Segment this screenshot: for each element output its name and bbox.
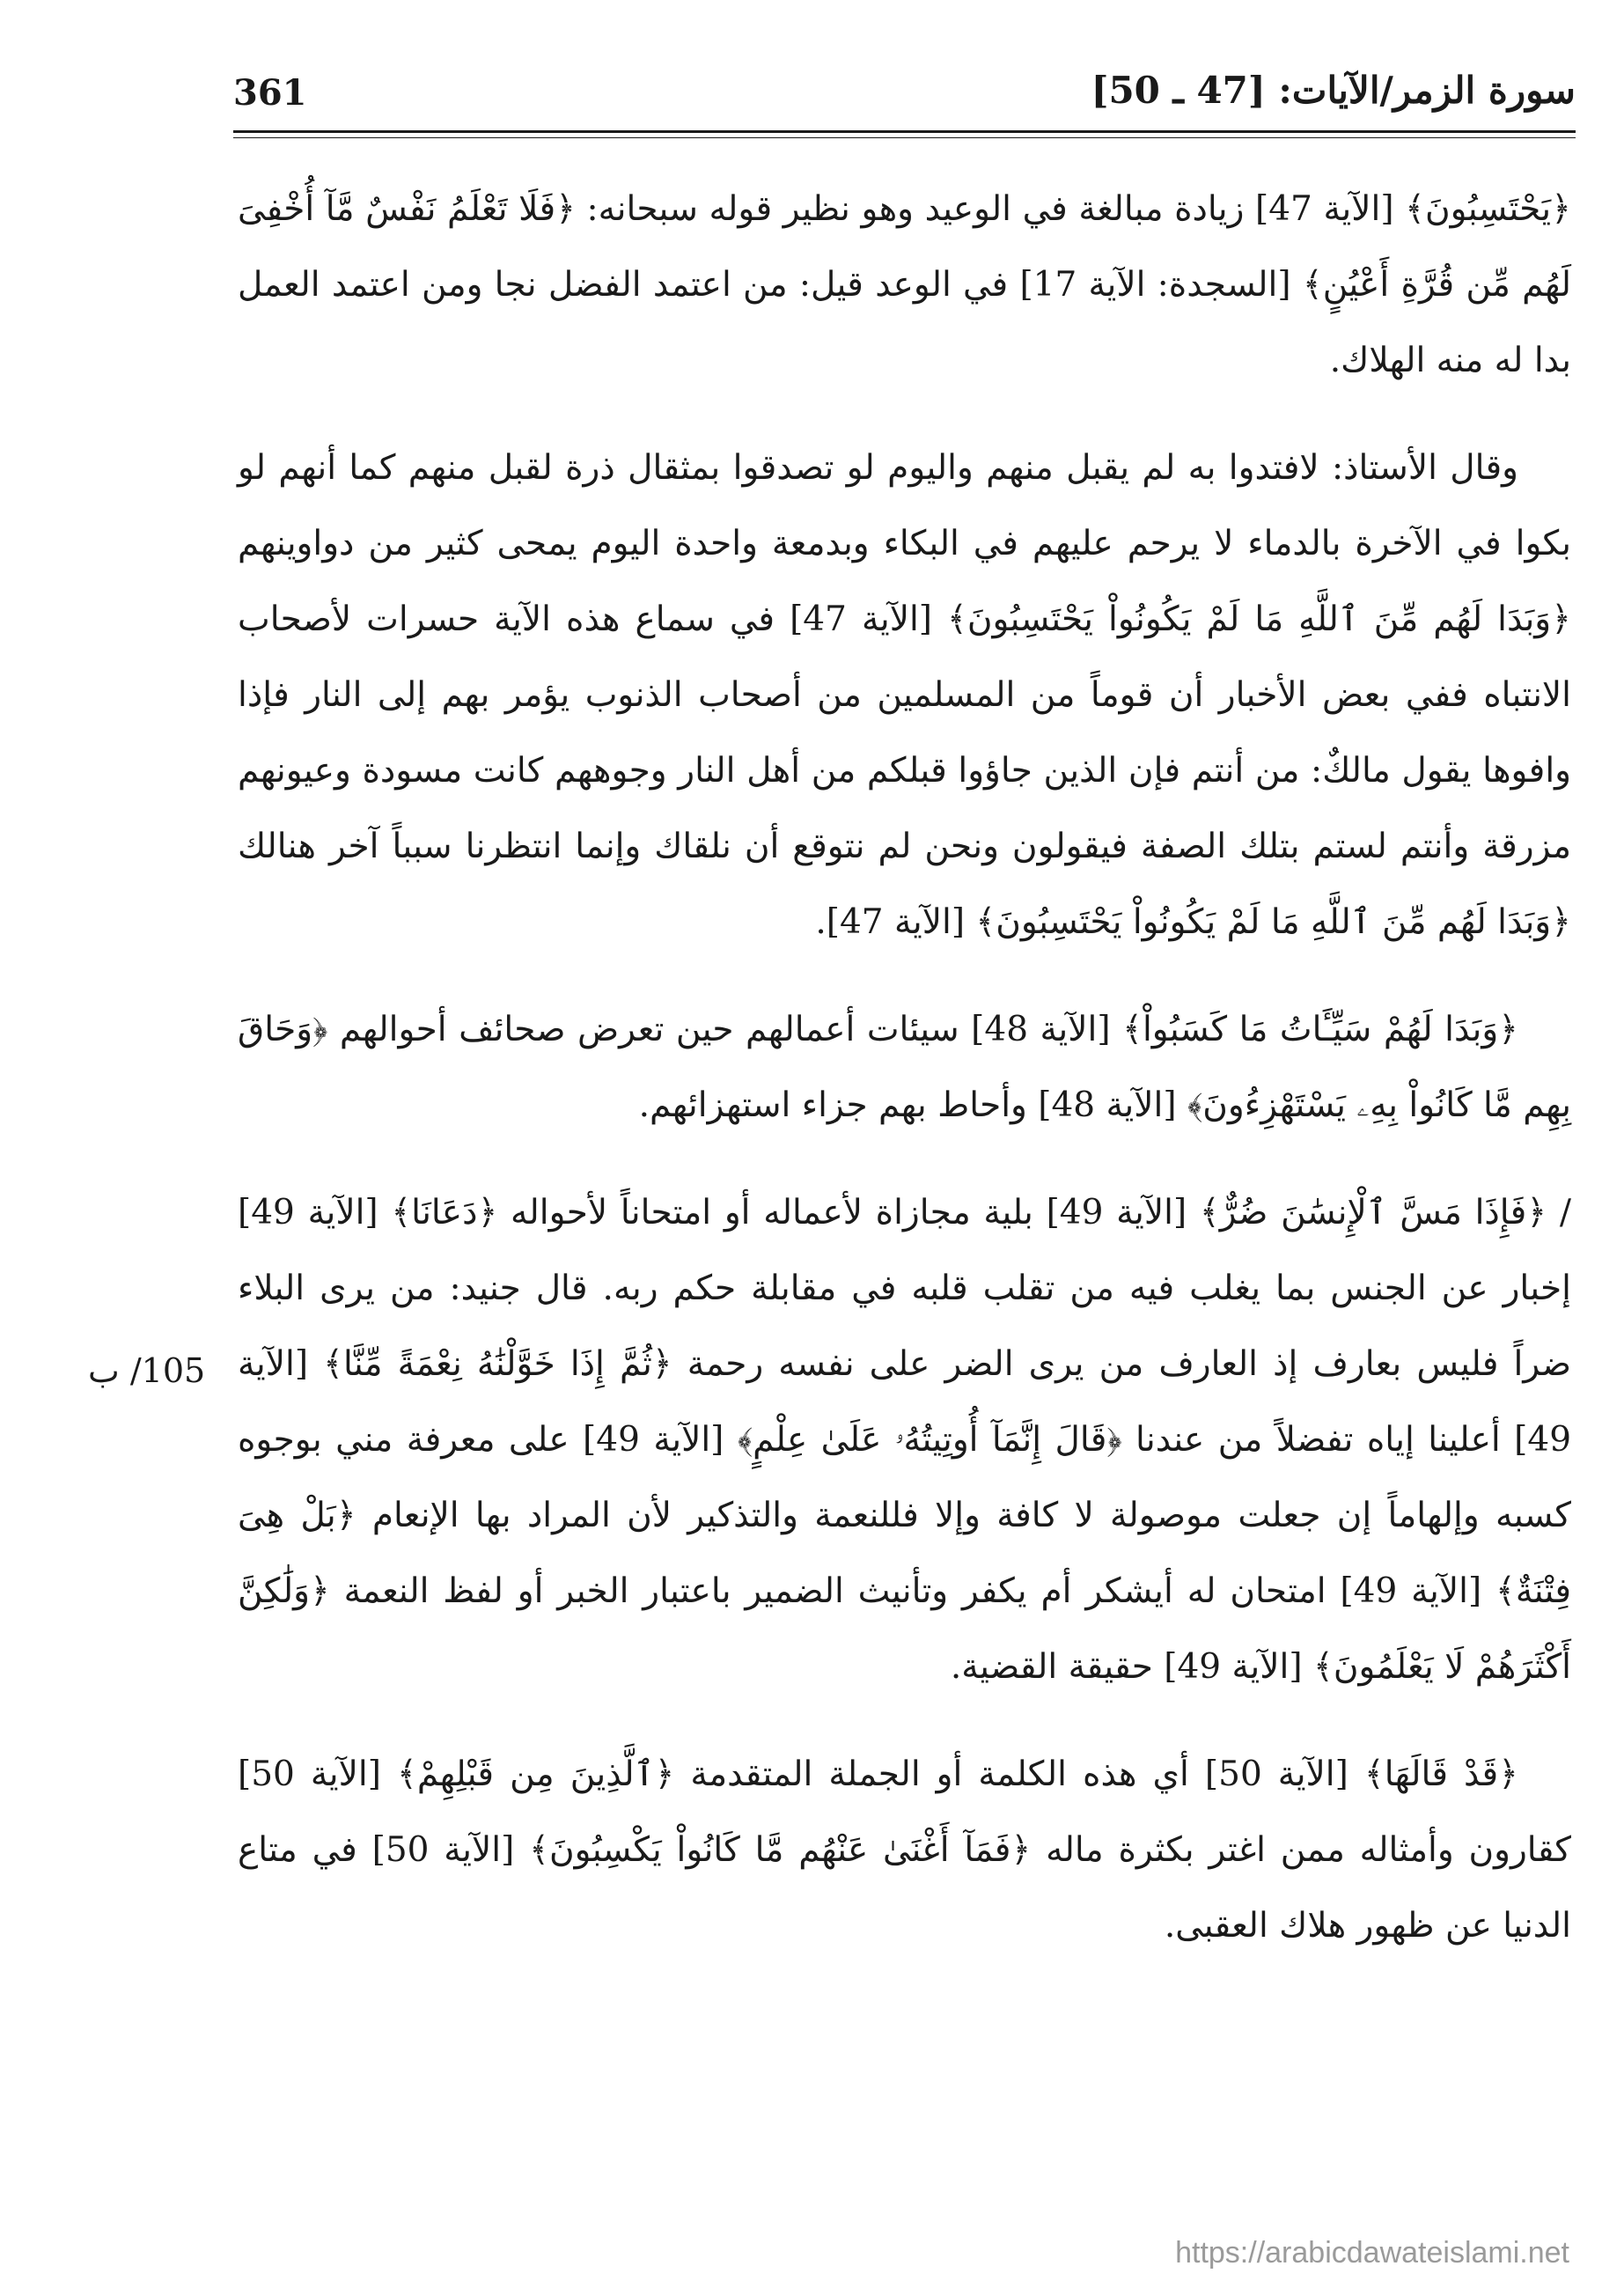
running-head: سورة الزمر/الآيات: [47 ـ 50]: [1091, 69, 1576, 112]
paragraph-1: [238, 172, 1571, 399]
paragraph-4-text: / ﴿فَإِذَا مَسَّ ٱلْإِنسَٰنَ ضُرٌّ﴾ [الآية 49] بلية مجازاة لأعماله أو امتحاناً لأحواله ﴿دَعَانَا﴾ [الآية 49] إخبار عن الجنس بما يغلب فيه من تقلب قلبه في مقابلة حكم ربه. قال جنيد: من يرى البلاء ضراً فليس بعارف إذ العارف من يرى الضر على نفسه رحمة ﴿ثُمَّ إِذَا خَوَّلْنَٰهُ نِعْمَةً مِّنَّا﴾ [الآية 49] أعلينا إياه تفضلاً من عندنا ﴿قَالَ إِنَّمَآ أُوتِيتُهُۥ عَلَىٰ عِلْمٍ﴾ [الآية 49] على معرفة مني بوجوه كسبه وإلهاماً إن جعلت موصولة لا كافة وإلا فللنعمة والتذكير لأن المراد بها الإنعام ﴿بَلْ هِىَ فِتْنَةٌ﴾ [الآية 49] امتحان له أيشكر أم يكفر وتأنيث الضمير باعتبار الخبر أو لفظ النعمة ﴿وَلَٰكِنَّ أَكْثَرَهُمْ لَا يَعْلَمُونَ﴾ [الآية 49] حقيقة القضية.: [238, 1193, 1572, 1687]
watermark-url: https://arabicdawateislami.net: [1175, 2236, 1569, 2270]
paragraph-2-text: وقال الأستاذ: لافتدوا به لم يقبل منهم واليوم لو تصدقوا بمثقال ذرة لقبل منهم كما أنهم لو بكوا في الآخرة بالدماء لا يرحم عليهم في البكاء وبدمعة واحدة اليوم يمحى كثير من دواوينهم ﴿وَبَدَا لَهُم مِّنَ ٱللَّهِ مَا لَمْ يَكُونُواْ يَحْتَسِبُونَ﴾ [الآية 47] في سماع هذه الآية حسرات لأصحاب الانتباه ففي بعض الأخبار أن قوماً من المسلمين من أصحاب الذنوب يؤمر بهم إلى النار فإذا وافوها يقول مالكٌ: من أنتم فإن الذين جاؤوا قبلكم من أهل النار وجوههم كانت مسودة وعيونهم مزرقة وأنتم لستم بتلك الصفة فيقولون ونحن لم نتوقع أن نلقاك وإنما انتظرنا سبباً آخر هنالك ﴿وَبَدَا لَهُم مِّنَ ٱللَّهِ مَا لَمْ يَكُونُواْ يَحْتَسِبُونَ﴾ [الآية 47].: [238, 448, 1571, 942]
paragraph-3-text: ﴿وَبَدَا لَهُمْ سَيِّـَٔاتُ مَا كَسَبُواْ﴾ [الآية 48] سيئات أعمالهم حين تعرض صحائف أحوالهم ﴿وَحَاقَ بِهِم مَّا كَانُواْ بِهِۦ يَسْتَهْزِءُونَ﴾ [الآية 48] وأحاط بهم جزاء استهزائهم.: [238, 1010, 1571, 1125]
page-number: 361: [233, 72, 307, 114]
folio-margin-note: 105/ ب: [88, 1351, 206, 1390]
page-body: [238, 172, 1571, 1996]
paragraph-5-text: ﴿قَدْ قَالَهَا﴾ [الآية 50] أي هذه الكلمة أو الجملة المتقدمة ﴿ٱلَّذِينَ مِن قَبْلِهِمْ﴾ [الآية 50] كقارون وأمثاله ممن اغتر بكثرة ماله ﴿فَمَآ أَغْنَىٰ عَنْهُم مَّا كَانُواْ يَكْسِبُونَ﴾ [الآية 50] في متاع الدنيا عن ظهور هلاك العقبى.: [238, 1755, 1571, 1946]
paragraph-5: [238, 1737, 1571, 1964]
paragraph-1-text: ﴿يَحْتَسِبُونَ﴾ [الآية 47] زيادة مبالغة في الوعيد وهو نظير قوله سبحانه: ﴿فَلَا تَعْلَمُ نَفْسٌ مَّآ أُخْفِىَ لَهُم مِّن قُرَّةِ أَعْيُنٍ﴾ [السجدة: الآية 17] في الوعد قيل: من اعتمد الفضل نجا ومن اعتمد العمل بدا له منه الهلاك.: [238, 189, 1571, 380]
header-rule: [233, 130, 1576, 133]
paragraph-2: [238, 430, 1571, 960]
paragraph-4: [238, 1175, 1571, 1705]
paragraph-3: [238, 992, 1571, 1144]
header-rule-thin: [233, 137, 1576, 138]
page-header: [233, 53, 1576, 141]
